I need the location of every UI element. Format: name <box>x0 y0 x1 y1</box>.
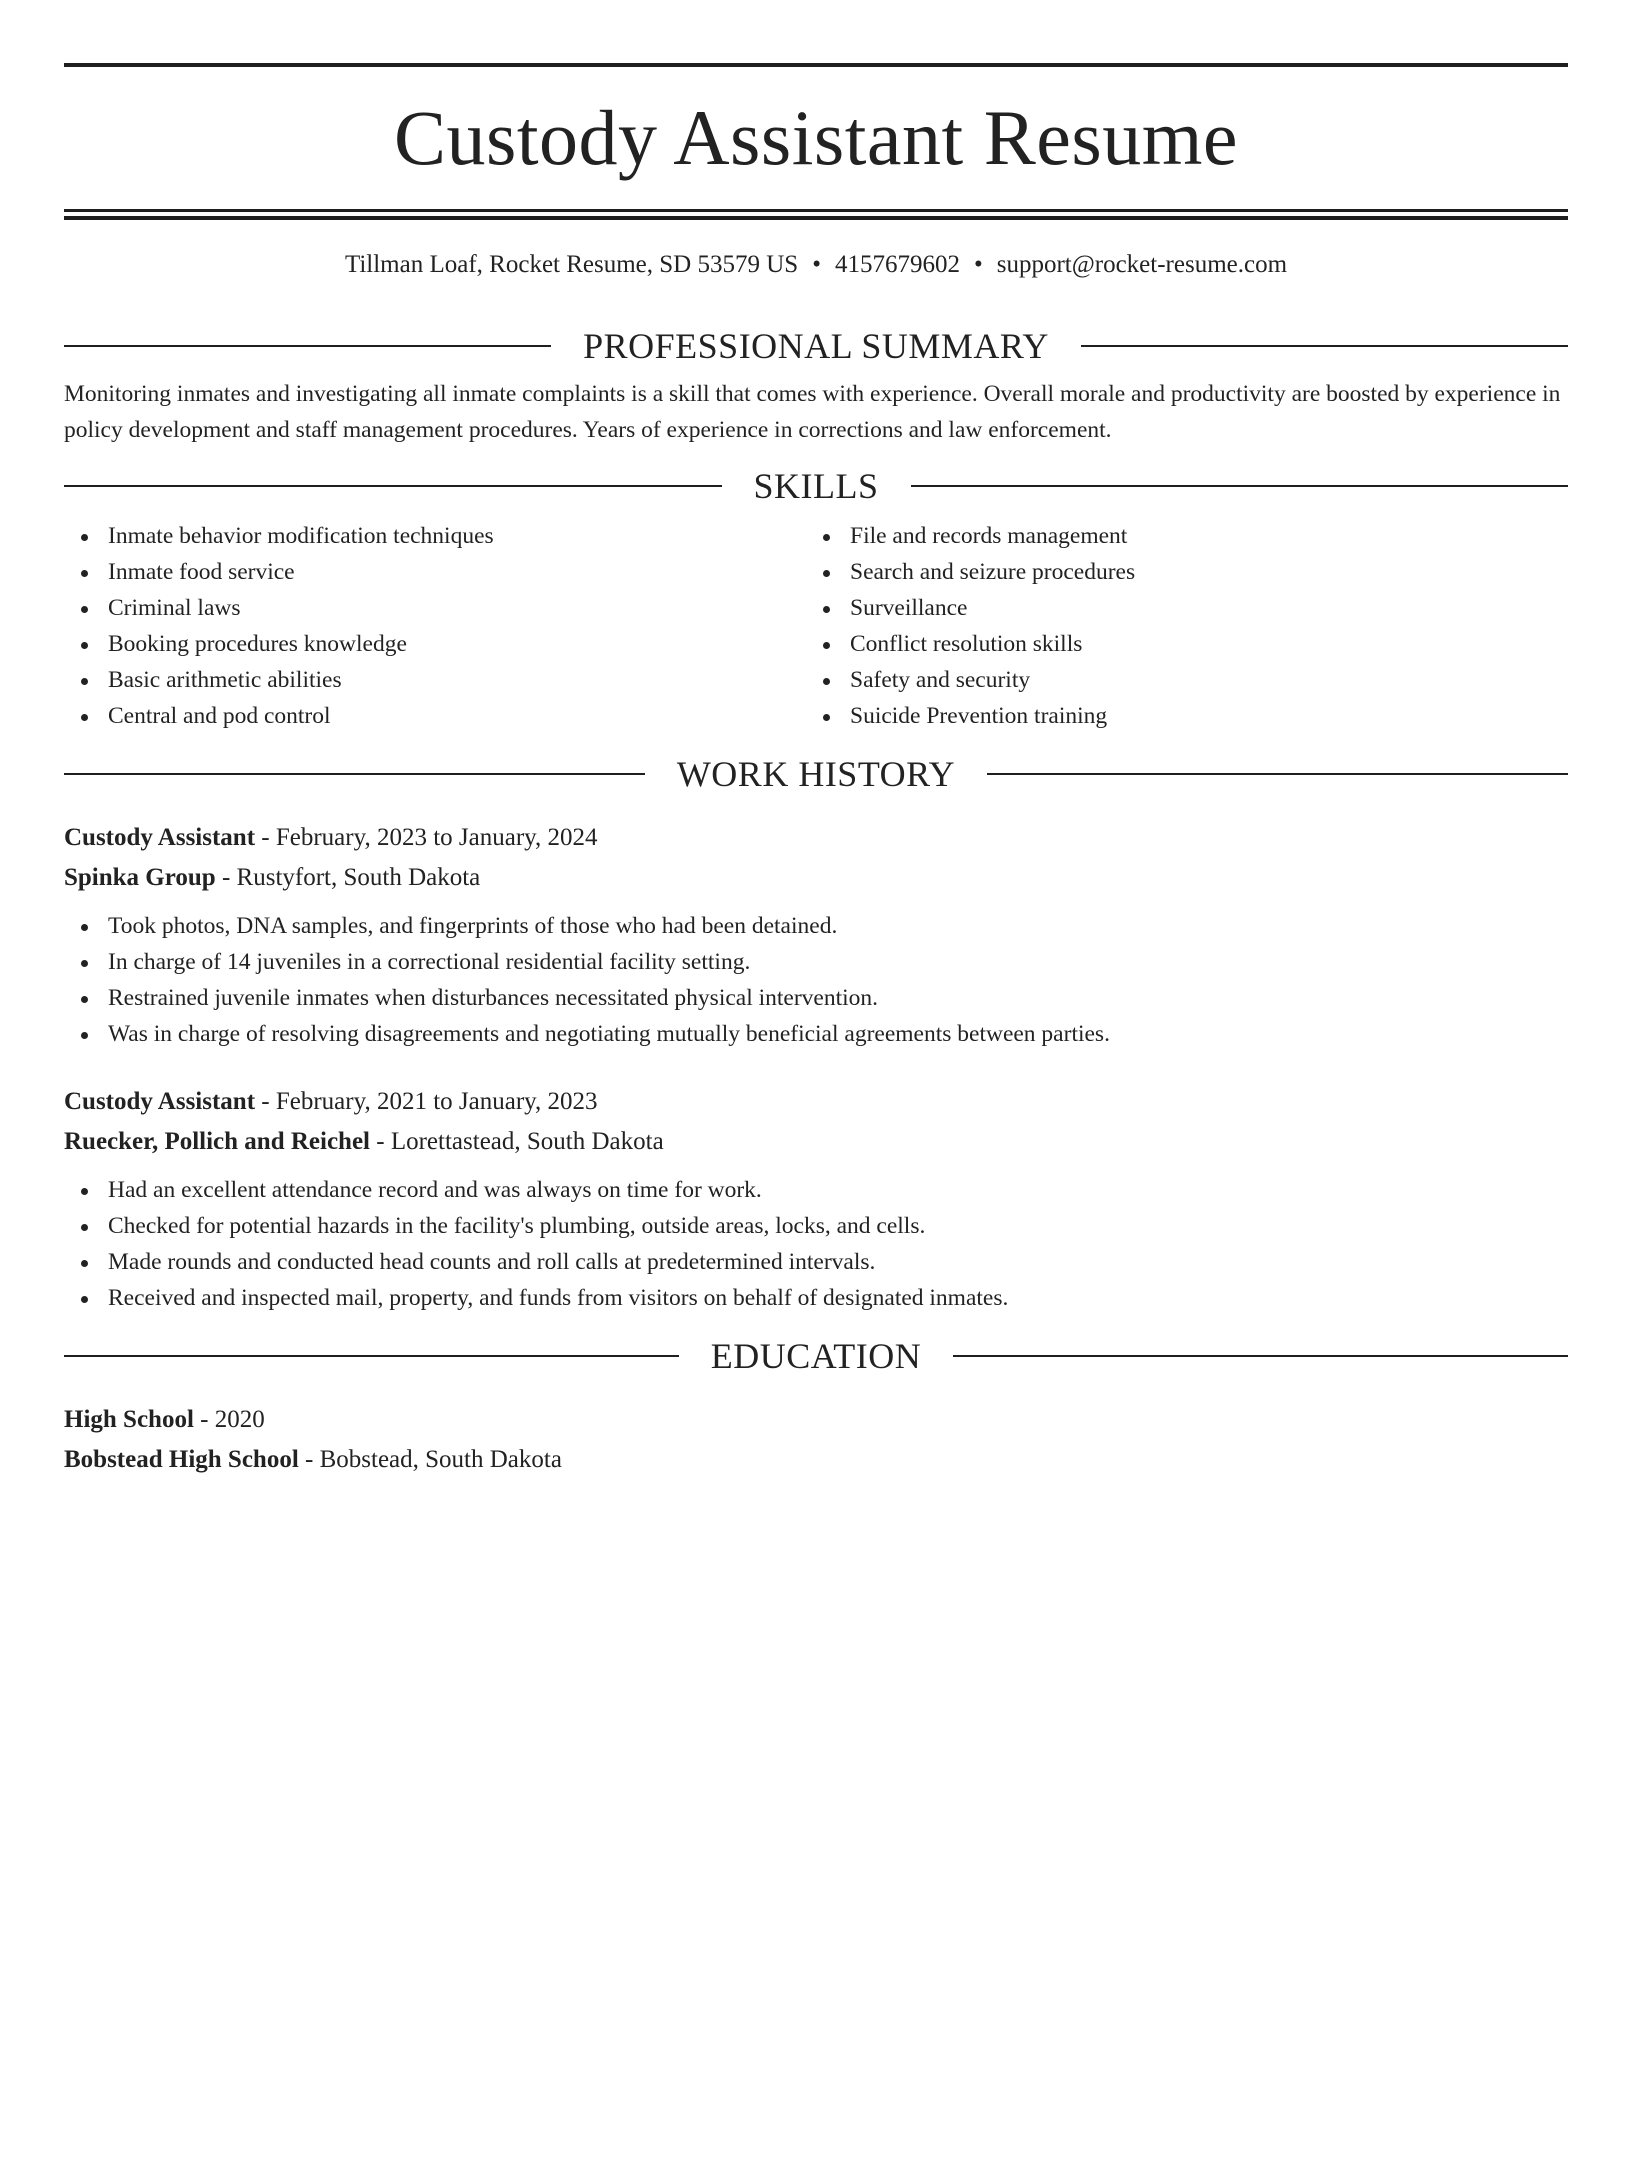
resume-title: Custody Assistant Resume <box>393 94 1239 181</box>
skill-item: Inmate behavior modification techniques <box>64 518 806 554</box>
summary-text: Monitoring inmates and investigating all inmate complaints is a skill that comes with experience. Overall morale and productivity are boosted by experience in policy development and staff management procedures. Years of experience in corrections and law enforcement. <box>64 381 1561 443</box>
job-title-line <box>64 818 1568 858</box>
job-title: Custody Assistant <box>64 824 256 851</box>
title-double-rule <box>64 209 1568 220</box>
contact-email: support@rocket-resume.com <box>996 251 1288 278</box>
job-duty: Took photos, DNA samples, and fingerprints of those who had been detained. <box>64 908 1568 944</box>
heading-rule <box>64 773 645 775</box>
skill-item: Surveillance <box>806 590 1548 626</box>
skills-column-left <box>64 518 806 734</box>
education-degree: High School <box>64 1406 194 1433</box>
skill-item: Booking procedures knowledge <box>64 626 806 662</box>
job-duty: In charge of 14 juveniles in a correctional residential facility setting. <box>64 944 1568 980</box>
contact-separator: • <box>973 251 983 278</box>
job-company: Spinka Group <box>64 864 216 891</box>
job-duty: Was in charge of resolving disagreements and negotiating mutually beneficial agreements between parties. <box>64 1016 1568 1052</box>
job-company-line <box>64 1122 1568 1162</box>
skill-item: Search and seizure procedures <box>806 554 1548 590</box>
job-dates: - February, 2021 to January, 2023 <box>255 1088 598 1115</box>
job-location: - Lorettastead, South Dakota <box>370 1128 664 1155</box>
education-heading-label: EDUCATION <box>710 1336 922 1376</box>
contact-separator: • <box>812 251 821 278</box>
skills-heading <box>64 468 1568 504</box>
job-duties <box>64 908 1568 1052</box>
education-degree-line <box>64 1400 1568 1440</box>
skill-item: Basic arithmetic abilities <box>64 662 806 698</box>
job-duty: Checked for potential hazards in the facility's plumbing, outside areas, locks, and cells. <box>64 1208 1568 1244</box>
job-title: Custody Assistant <box>64 1088 256 1115</box>
heading-rule <box>64 1355 679 1357</box>
education-entry <box>64 1400 1568 1480</box>
job-location: - Rustyfort, South Dakota <box>215 864 481 891</box>
job-duty: Received and inspected mail, property, and funds from visitors on behalf of designated inmates. <box>64 1280 1568 1316</box>
skill-item: Central and pod control <box>64 698 806 734</box>
job-title-line <box>64 1082 1568 1122</box>
job-entry <box>64 1082 1568 1316</box>
job-company-line <box>64 858 1568 898</box>
top-rule <box>64 63 1568 67</box>
job-entry <box>64 818 1568 1052</box>
resume-page <box>0 63 1632 2175</box>
education-school-line <box>64 1440 1568 1480</box>
job-duties <box>64 1172 1568 1316</box>
skills-column-right <box>806 518 1548 734</box>
summary-heading <box>64 328 1568 364</box>
skill-item: Safety and security <box>806 662 1548 698</box>
job-duty: Had an excellent attendance record and was always on time for work. <box>64 1172 1568 1208</box>
skill-item: Inmate food service <box>64 554 806 590</box>
education-school: Bobstead High School <box>64 1446 299 1473</box>
job-duty: Restrained juvenile inmates when disturbances necessitated physical intervention. <box>64 980 1568 1016</box>
contact-line <box>64 250 1568 280</box>
education-location: - Bobstead, South Dakota <box>298 1446 562 1473</box>
heading-rule <box>953 1355 1568 1357</box>
skill-item: Suicide Prevention training <box>806 698 1548 734</box>
heading-rule <box>64 485 722 487</box>
education-heading <box>64 1338 1568 1374</box>
contact-phone: 4157679602 <box>834 251 960 278</box>
work-heading-label: WORK HISTORY <box>676 754 956 794</box>
skills-list <box>64 518 1568 734</box>
contact-address: Tillman Loaf, Rocket Resume, SD 53579 US <box>344 251 799 278</box>
heading-rule <box>64 345 551 347</box>
education-year: - 2020 <box>193 1406 265 1433</box>
skill-item: Conflict resolution skills <box>806 626 1548 662</box>
heading-rule <box>987 773 1568 775</box>
skill-item: Criminal laws <box>64 590 806 626</box>
work-heading <box>64 756 1568 792</box>
summary-heading-label: PROFESSIONAL SUMMARY <box>583 326 1049 366</box>
heading-rule <box>911 485 1569 487</box>
job-duty: Made rounds and conducted head counts and roll calls at predetermined intervals. <box>64 1244 1568 1280</box>
skills-heading-label: SKILLS <box>753 466 879 506</box>
skill-item: File and records management <box>806 518 1548 554</box>
job-dates: - February, 2023 to January, 2024 <box>255 824 598 851</box>
job-company: Ruecker, Pollich and Reichel <box>64 1128 371 1155</box>
heading-rule <box>1081 345 1568 347</box>
